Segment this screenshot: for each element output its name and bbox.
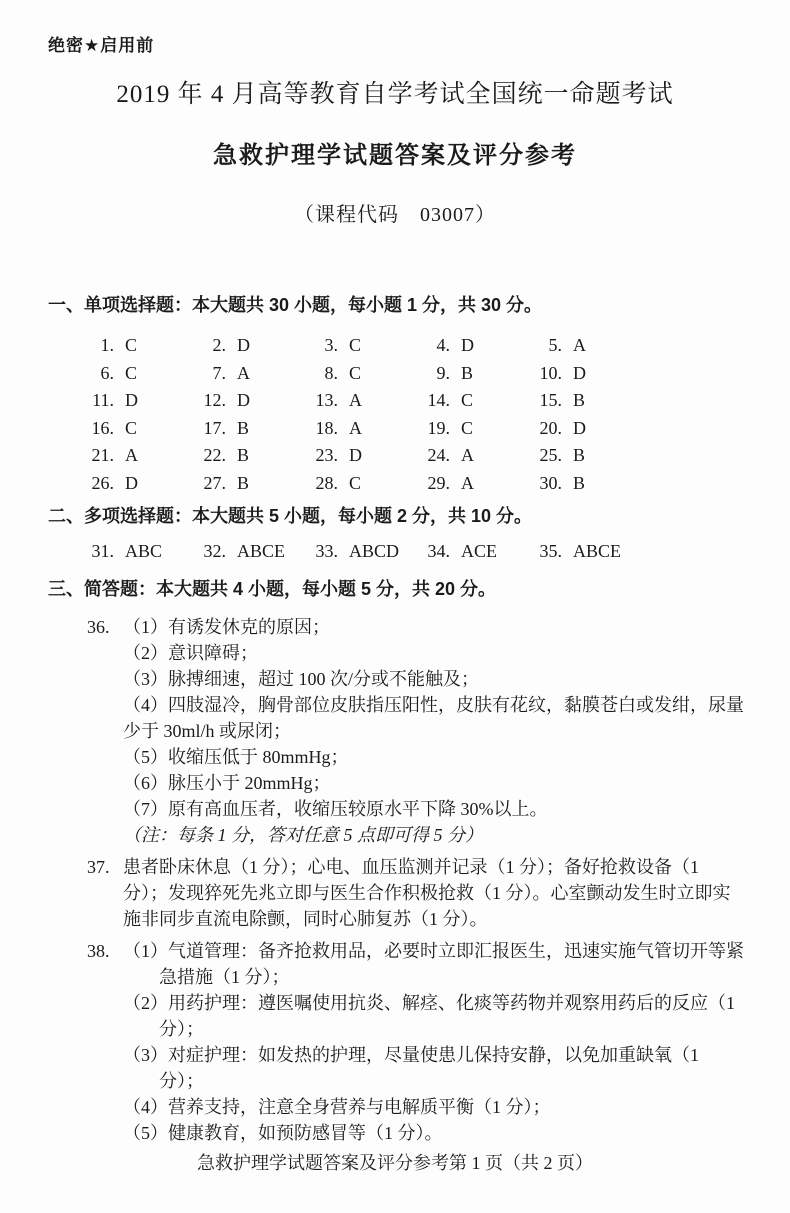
answer-letters: ABCE [237,541,286,561]
item-number: 38. [87,940,110,961]
item-number: 37. [87,856,110,877]
answer-letter: A [573,335,586,355]
answer-letter: A [461,445,474,465]
answer-part: （4）四肢湿冷，胸骨部位皮肤指压阳性，皮肤有花纹，黏膜苍白或发绀，尿量少于 30ml/h 或尿闭； [123,694,744,741]
question-number: 32. [203,541,226,561]
multi-choice-answer-grid [86,538,790,566]
question-number: 4. [436,335,450,355]
answer-cell [422,442,534,470]
question-number: 30. [539,472,562,493]
paper-title: 急救护理学试题答案及评分参考 [213,142,577,169]
answer-letter: A [237,362,250,383]
question-number: 26. [91,472,114,493]
question-number: 29. [427,472,450,493]
answer-letter: B [237,472,250,493]
question-number: 3. [324,335,338,355]
answer-letters: ABCD [349,541,400,561]
item-body [123,614,745,848]
question-number: 31. [91,541,114,561]
short-answer-item-38 [87,938,790,1146]
answer-letters: ABCE [573,541,622,561]
answer-letter: D [125,390,138,410]
question-number: 1. [100,335,114,355]
question-number: 34. [427,541,450,561]
answer-cell [198,360,310,388]
answer-letter: A [125,445,138,465]
answer-letter: D [573,362,586,383]
answer-part: （5）收缩压低于 80mmHg； [123,746,349,767]
answer-cell [198,470,310,498]
answer-cell [534,470,646,498]
item-body [123,938,745,1146]
answer-cell [198,538,310,566]
question-number: 21. [91,445,114,465]
answer-letter: C [125,335,138,355]
answer-cell [534,387,646,415]
answer-part: （1）有诱发休克的原因； [123,616,330,637]
answer-cell [422,538,534,566]
answer-cell [534,538,646,566]
answer-letter: D [461,335,474,355]
answer-letter: D [237,335,250,355]
answer-part: （7）原有高血压者，收缩压较原水平下降 30%以上。 [123,798,548,819]
exam-session-title: 2019 年 4 月高等教育自学考试全国统一命题考试 [116,81,674,108]
answer-cell [534,442,646,470]
answer-letter: C [125,362,138,383]
answer-cell [310,415,422,443]
answer-part: （2）意识障碍； [123,642,258,663]
answer-cell [86,332,198,360]
answer-cell [422,332,534,360]
answer-cell [422,470,534,498]
answer-part: （5）健康教育，如预防感冒等（1 分）。 [123,1122,443,1143]
answer-part: （1）气道管理：备齐抢救用品，必要时立即汇报医生，迅速实施气管切开等紧急措施（1 分）； [123,940,744,987]
answer-cell [310,332,422,360]
answer-letter: D [237,390,250,410]
question-number: 14. [427,390,450,410]
answer-cell [86,442,198,470]
scoring-note: （注：每条 1 分，答对任意 5 点即可得 5 分） [123,824,483,845]
question-number: 13. [315,390,338,410]
answer-letter: A [349,417,362,438]
answer-part: （3）对症护理：如发热的护理，尽量使患儿保持安静，以免加重缺氧（1 分）； [123,1044,699,1091]
short-answer-section [0,614,790,1146]
answer-part: （6）脉压小于 20mmHg； [123,772,331,793]
answer-letter: B [237,417,250,438]
question-number: 9. [436,362,450,383]
question-number: 17. [203,417,226,438]
answer-cell [198,415,310,443]
answer-cell [422,387,534,415]
answer-cell [534,415,646,443]
answer-letter: A [349,390,362,410]
answer-cell [198,387,310,415]
answer-letter: B [573,445,586,465]
answer-part: （2）用药护理：遵医嘱使用抗炎、解痉、化痰等药物并观察用药后的反应（1 分）； [123,992,735,1039]
answer-letter: B [573,390,586,410]
answer-paragraph: 患者卧床休息（1 分）；心电、血压监测并记录（1 分）；备好抢救设备（1 分）；发现猝死先兆立即与医生合作积极抢救（1 分）。心室颤动发生时立即实施非同步直流电除颤，同时心肺复苏（1 分）。 [123,856,731,929]
answer-cell [86,387,198,415]
question-number: 12. [203,390,226,410]
answer-letter: C [349,472,362,493]
answer-letter: D [349,445,362,465]
answer-cell [310,442,422,470]
question-number: 25. [539,445,562,465]
item-body [123,854,745,932]
question-number: 6. [100,362,114,383]
answer-part: （3）脉搏细速，超过 100 次/分或不能触及； [123,668,479,689]
question-number: 28. [315,472,338,493]
answer-cell [86,470,198,498]
answer-cell [422,415,534,443]
answer-cell [534,360,646,388]
answer-cell [310,538,422,566]
answer-letters: ACE [461,541,497,561]
answer-cell [310,360,422,388]
answer-cell [86,415,198,443]
answer-letter: C [125,417,138,438]
answer-cell [422,360,534,388]
answer-cell [310,387,422,415]
section-short-answer-heading: 三、简答题：本大题共 4 小题，每小题 5 分，共 20 分。 [48,578,497,599]
question-number: 5. [548,335,562,355]
question-number: 16. [91,417,114,438]
question-number: 11. [92,390,114,410]
answer-cell [86,360,198,388]
question-number: 10. [539,362,562,383]
short-answer-item-37 [87,854,790,932]
question-number: 20. [539,417,562,438]
answer-cell [198,442,310,470]
answer-letter: B [461,362,474,383]
question-number: 33. [315,541,338,561]
page-footer: 急救护理学试题答案及评分参考第 1 页（共 2 页） [197,1152,593,1173]
question-number: 15. [539,390,562,410]
answer-letter: D [573,417,586,438]
answer-cell [534,332,646,360]
answer-letter: D [125,472,138,493]
answer-letter: C [349,362,362,383]
answer-letter: C [349,335,362,355]
answer-letter: B [237,445,250,465]
answer-cell [310,470,422,498]
course-code-line: （课程代码 03007） [294,204,496,226]
answer-letter: C [461,390,474,410]
section-multi-choice-heading: 二、多项选择题：本大题共 5 小题，每小题 2 分，共 10 分。 [48,506,533,526]
answer-cell [198,332,310,360]
question-number: 22. [203,445,226,465]
question-number: 8. [324,362,338,383]
answer-letter: B [573,472,586,493]
question-number: 19. [427,417,450,438]
question-number: 18. [315,417,338,438]
single-choice-answer-grid [86,332,790,497]
question-number: 24. [427,445,450,465]
short-answer-item-36 [87,614,790,848]
answer-letters: ABC [125,541,163,561]
question-number: 7. [212,362,226,383]
classification-label: 绝密★启用前 [48,36,155,55]
item-number: 36. [87,616,110,637]
answer-cell [86,538,198,566]
answer-letter: C [461,417,474,438]
question-number: 27. [203,472,226,493]
answer-letter: A [461,472,474,493]
question-number: 35. [539,541,562,561]
section-single-choice-heading: 一、单项选择题：本大题共 30 小题，每小题 1 分，共 30 分。 [48,295,543,315]
question-number: 23. [315,445,338,465]
question-number: 2. [212,335,226,355]
answer-part: （4）营养支持，注意全身营养与电解质平衡（1 分）； [123,1096,551,1117]
